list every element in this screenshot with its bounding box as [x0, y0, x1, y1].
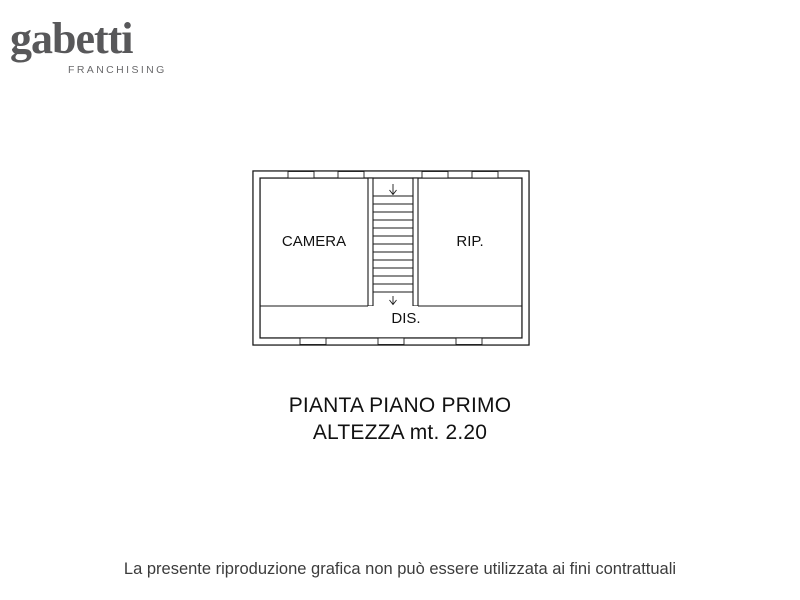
caption-line-2: ALTEZZA mt. 2.20 — [312, 421, 488, 444]
disclaimer-text: La presente riproduzione grafica non può essere utilizzata ai fini contrattuali — [123, 560, 677, 578]
room-label-rip: RIP. — [456, 233, 484, 250]
gabetti-logo — [10, 16, 210, 86]
logo-initial-g: g — [10, 14, 31, 63]
logo-subtitle: FRANCHISING — [68, 64, 167, 76]
floor-plan — [250, 168, 532, 348]
logo-wordmark — [10, 16, 210, 62]
room-label-dis: DIS. — [391, 310, 421, 327]
plan-staircase — [373, 196, 413, 292]
caption-line-1: PIANTA PIANO PRIMO — [288, 394, 512, 417]
room-label-camera: CAMERA — [281, 233, 347, 250]
plan-caption — [0, 392, 800, 446]
logo-brand-text: abetti — [31, 14, 133, 63]
floor-plan-svg — [250, 168, 532, 348]
